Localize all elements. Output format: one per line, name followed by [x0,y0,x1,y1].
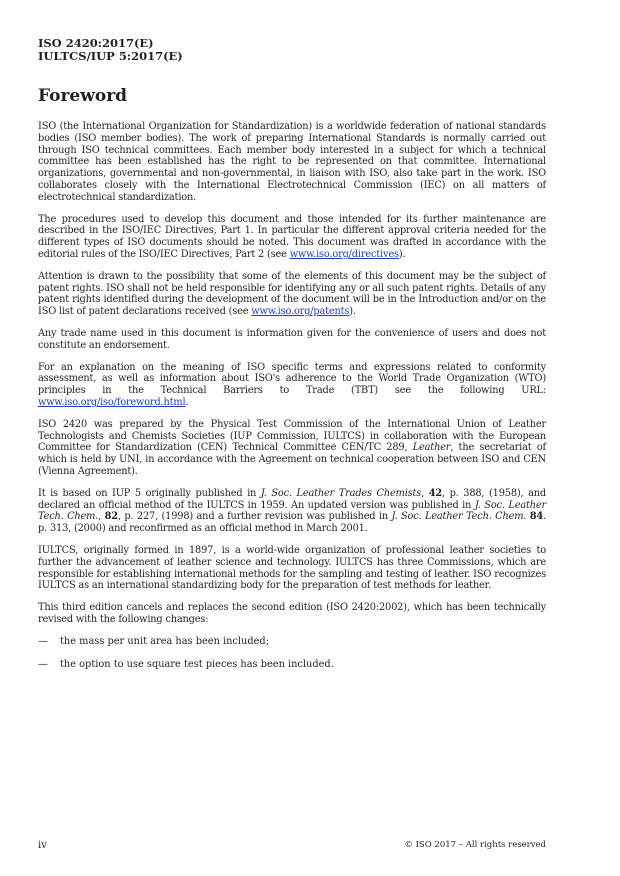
paragraph-iso-intro: ISO (the International Organization for Standardization) is a worldwide federation of national standards bodies (ISO member bodies). The work of preparing International Standards is normally carried out through ISO technical committees. Each member body interested in a subject for which a technical committee has been established has the right to be represented on that committee. International organizations, governmental and non-governmental, in liaison with ISO, also take part in the work. ISO collaborates closely with the International Electrotechnical Commission (IEC) on all matters of electrotechnical standardization. [38,121,546,203]
foreword-link[interactable]: www.iso.org/iso/foreword.html [38,396,186,408]
dash-marker: — [38,635,48,647]
foreword-body [38,121,546,683]
paragraph-iultcs: IULTCS, originally formed in 1897, is a world-wide organization of professional leather societies to further the advancement of leather science and technology. IULTCS has three Commissions, which are responsible for establishing international methods for the sampling and testing of leather. ISO recognizes IULTCS as an international standardizing body for the preparation of test methods for leather. [38,544,546,592]
copyright-notice: © ISO 2017 – All rights reserved [404,840,546,850]
paragraph-history: It is based on IUP 5 originally published in J. Soc. Leather Trades Chemists, 42, p. 388, (1958), and declared an official method of the IULTCS in 1959. An updated version was published in J. Soc. Leather Tech. Chem., 82, p. 227, (1998) and a further revision was published in J. Soc. Leather Tech. Chem. 84. p. 313, (2000) and reconfirmed as an official method in March 2001. [38,487,547,535]
change-text: the option to use square test pieces has been included. [60,659,334,671]
directives-link[interactable]: www.iso.org/directives [289,248,399,260]
paragraph-edition: This third edition cancels and replaces the second edition (ISO 2420:2002), which has been technically revised with the following changes: [38,602,546,625]
patents-link[interactable]: www.iso.org/patents [251,306,350,318]
doc-id-iultcs: IULTCS/IUP 5:2017(E) [38,48,183,63]
change-text: the mass per unit area has been included; [60,635,270,647]
paragraph-procedures: The procedures used to develop this document and those intended for its further maintenance are described in the ISO/IEC Directives, Part 1. In particular the different approval criteria needed for the different types of ISO documents should be noted. This document was drafted in accordance with the editorial rules of the ISO/IEC Directives, Part 2 (see www.iso.org/directives). [38,213,546,260]
doc-id-iso: ISO 2420:2017(E) [38,36,154,50]
paragraph-trade-name: Any trade name used in this document is information given for the convenience of users and does not constitute an endorsement. [38,327,546,351]
page-number: iv [38,840,47,851]
paragraph-preparation: ISO 2420 was prepared by the Physical Test Commission of the International Union of Leather Technologists and Chemists Societies (IUP Commission, IULTCS) in collaboration with the European Committee for Standardization (CEN) Technical Committee CEN/TC 289, Leather, the secretariat of which is held by UNI, in accordance with the Agreement on technical cooperation between ISO and CEN (Vienna Agreement). [38,418,546,477]
list-item [38,659,546,671]
document-identifier [38,37,183,62]
dash-marker: — [38,659,48,671]
paragraph-patents: Attention is drawn to the possibility that some of the elements of this document may be the subject of patent rights. ISO shall not be held responsible for identifying any or all such patent rights. Details of any patent rights identified during the development of the document will be in the Introduction and/or on the ISO list of patent declarations received (see www.iso.org/patents). [38,270,546,318]
list-item [38,636,546,648]
page-title: Foreword [38,86,128,106]
paragraph-conformity: For an explanation on the meaning of ISO specific terms and expressions related to conformity assessment, as well as information about ISO's adherence to the World Trade Organization (WTO) principles in the Technical Barriers to Trade (TBT) see the following URL: www.iso.org/iso/foreword.html. [38,361,546,408]
